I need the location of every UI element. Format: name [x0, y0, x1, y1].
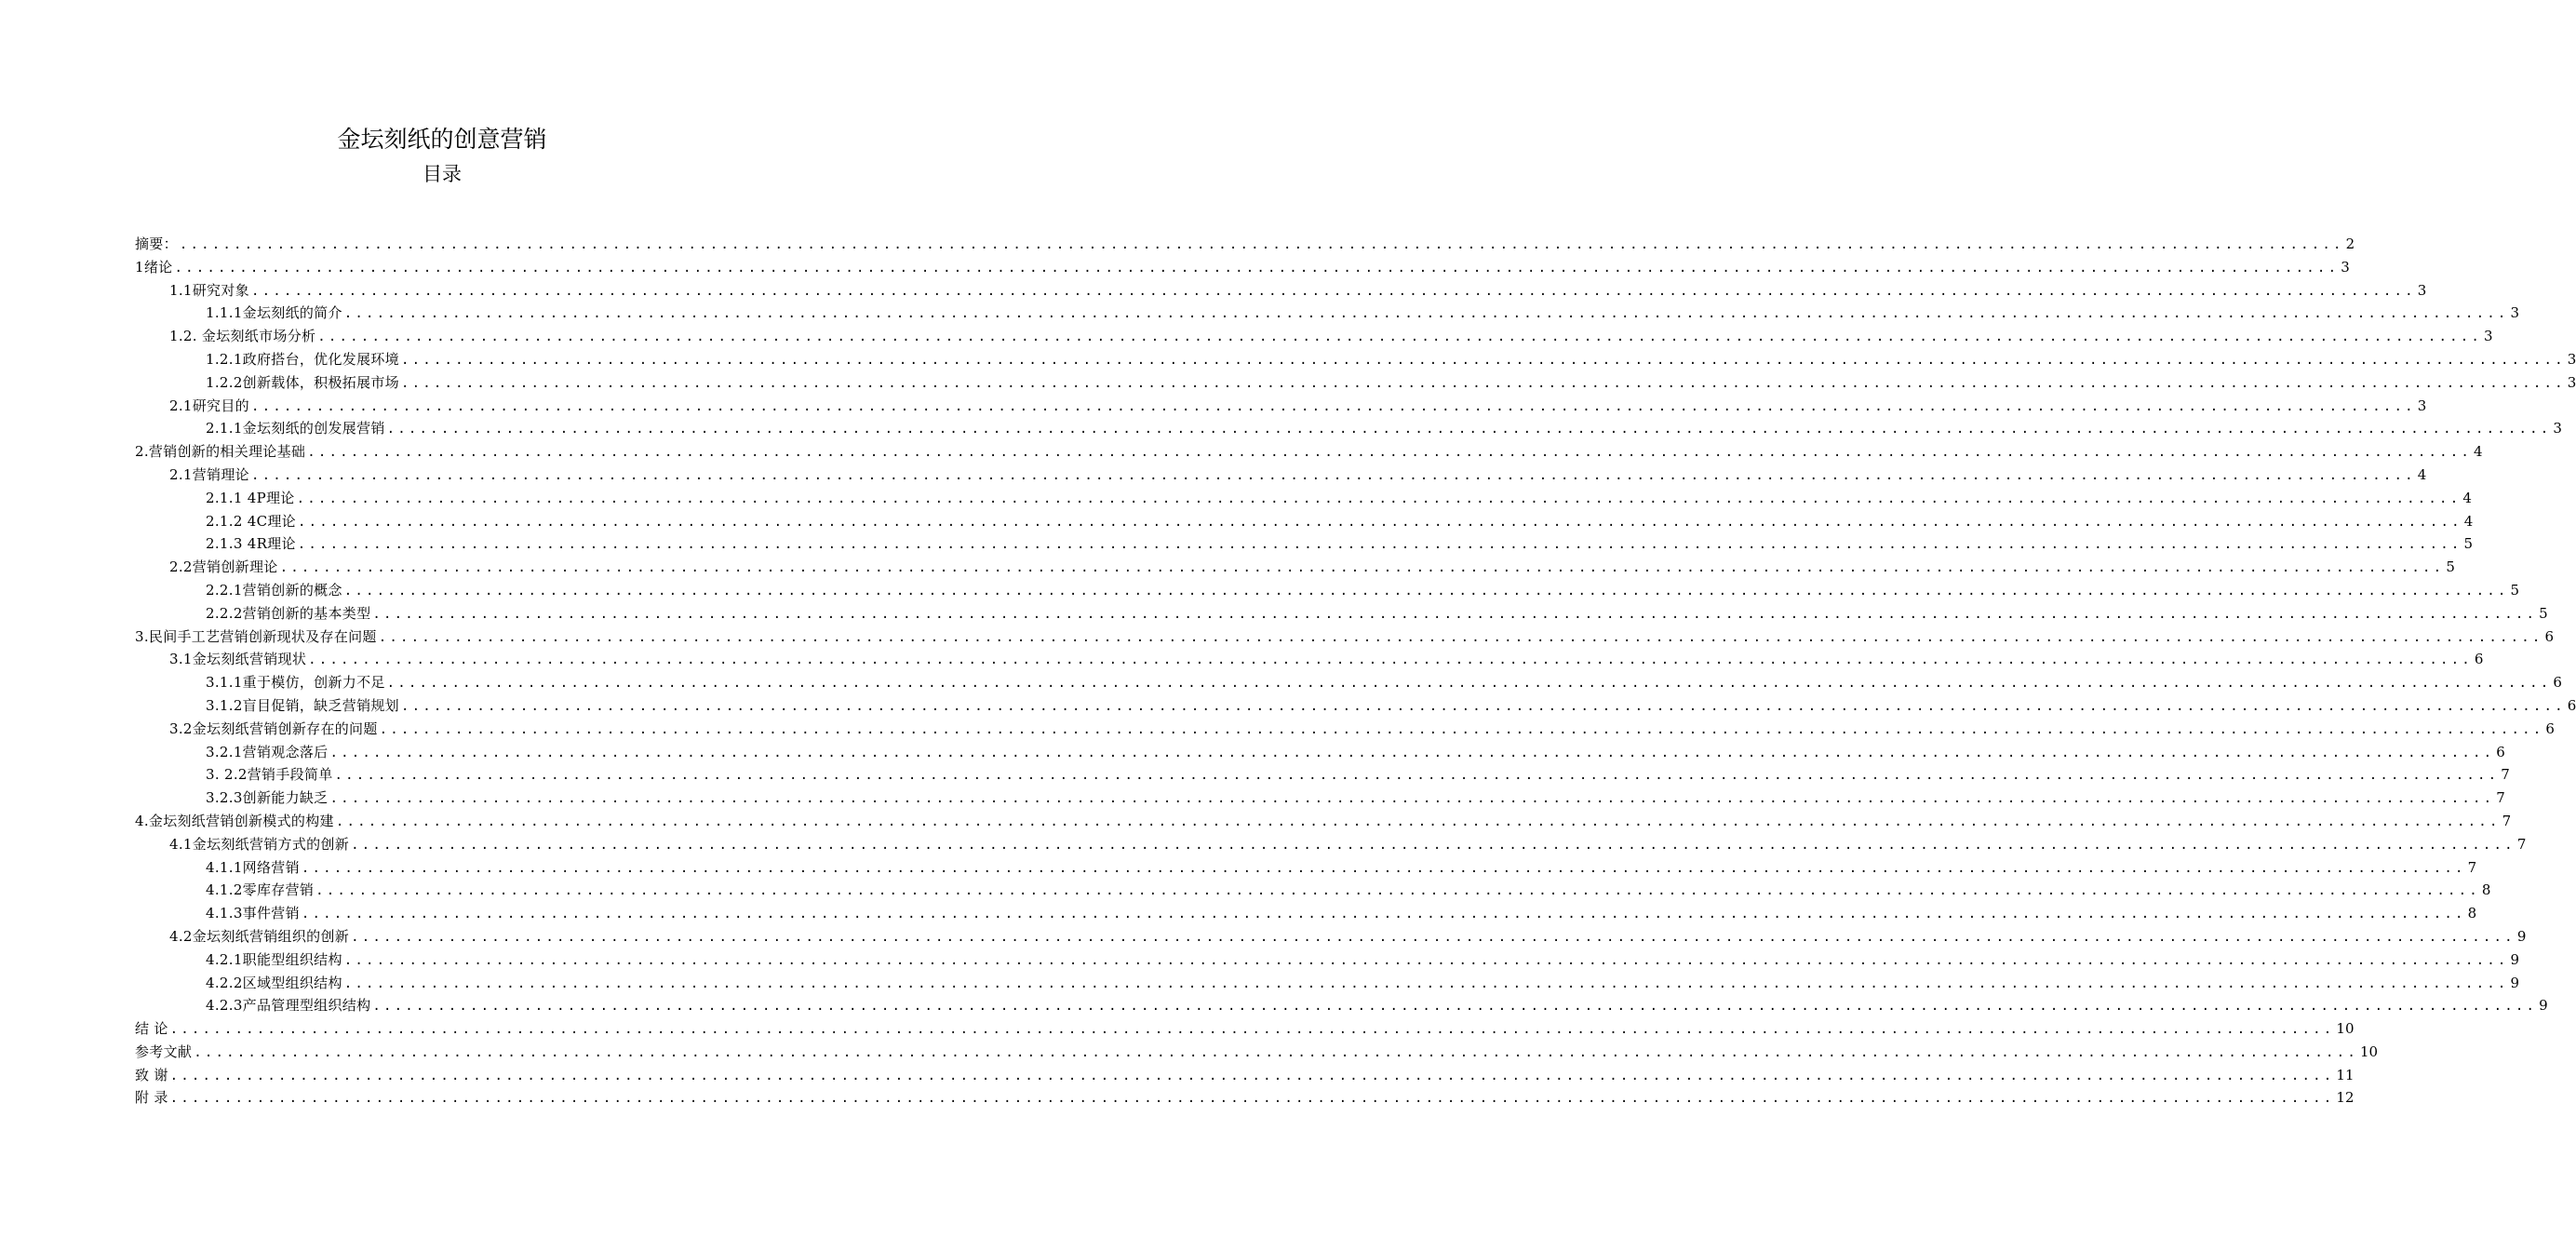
dot-leader: ........................................................................................................................................................................................................ — [301, 860, 2466, 876]
toc-entry[interactable] — [135, 579, 2520, 602]
toc-entry-page-number: 9 — [2510, 974, 2520, 991]
toc-entry[interactable] — [135, 302, 2520, 325]
toc-entry[interactable] — [135, 833, 2527, 856]
toc-entry-page-number: 3 — [2417, 397, 2427, 414]
toc-entry-page-number: 6 — [2544, 627, 2555, 645]
dot-leader: ........................................................................................................................................................................................................ — [307, 445, 2472, 461]
toc-entry-label: 2.营销创新的相关理论基础 — [135, 443, 306, 461]
toc-entry-page-number: 6 — [2567, 696, 2576, 714]
toc-entry-label: 4.1.2零库存营销 — [206, 881, 315, 899]
dot-leader: ........................................................................................................................................................................................................ — [308, 652, 2473, 668]
toc-entry-label: 3.1金坛刻纸营销现状 — [169, 651, 307, 668]
dot-leader: ........................................................................................................................................................................................................ — [351, 929, 2516, 945]
toc-entry-page-number: 4 — [2473, 443, 2483, 461]
toc-entry-page-number: 9 — [2510, 950, 2520, 968]
toc-entry[interactable] — [135, 787, 2505, 810]
toc-entry[interactable] — [135, 417, 2562, 440]
toc-entry-page-number: 8 — [2467, 905, 2477, 922]
toc-entry-page-number: 10 — [2336, 1020, 2355, 1038]
toc-entry[interactable] — [135, 602, 2548, 626]
toc-entry[interactable] — [135, 694, 2576, 718]
dot-leader: ........................................................................................................................................................................................................ — [335, 814, 2501, 829]
toc-entry-page-number: 4 — [2463, 512, 2474, 530]
dot-leader: ........................................................................................................................................................................................................ — [386, 422, 2552, 437]
toc-entry-label: 3.1.2盲目促销，缺乏营销规划 — [206, 696, 399, 714]
toc-entry-page-number: 12 — [2336, 1089, 2355, 1107]
toc-entry-page-number: 11 — [2336, 1066, 2355, 1083]
dot-leader: ........................................................................................................................................................................................................ — [378, 629, 2543, 645]
toc-entry[interactable] — [135, 487, 2472, 510]
dot-leader: ........................................................................................................................................................................................................ — [169, 1091, 2335, 1107]
toc-entry[interactable] — [135, 233, 2355, 256]
toc-entry-page-number: 7 — [2496, 789, 2505, 807]
toc-entry-label: 2.1.1金坛刻纸的创发展营销 — [206, 420, 385, 437]
toc-entry-label: 4.1金坛刻纸营销方式的创新 — [169, 835, 350, 853]
toc-entry-label: 2.1.1 4P理论 — [206, 489, 295, 506]
toc-entry-page-number: 7 — [2467, 858, 2477, 876]
toc-entry-page-number: 7 — [2501, 766, 2510, 784]
toc-entry-page-number: 9 — [2516, 927, 2527, 945]
toc-entry-label: 1.2.2创新载体，积极拓展市场 — [206, 373, 399, 391]
toc-entry[interactable] — [135, 626, 2555, 649]
toc-entry-page-number: 3 — [2567, 373, 2576, 391]
toc-entry-label: 结 论 — [135, 1020, 168, 1038]
toc-entry-page-number: 3 — [2510, 304, 2520, 322]
dot-leader: ........................................................................................................................................................................................................ — [315, 883, 2480, 899]
toc-entry[interactable] — [135, 325, 2493, 348]
dot-leader: ........................................................................................................................................................................................................ — [329, 791, 2495, 807]
toc-entry-label: 2.2营销创新理论 — [169, 558, 278, 576]
toc-entry-page-number: 8 — [2481, 881, 2491, 899]
toc-entry-label: 4.1.3事件营销 — [206, 905, 300, 922]
toc-entry-page-number: 5 — [2510, 581, 2520, 599]
toc-entry-label: 2.1.2 4C理论 — [206, 512, 296, 530]
toc-entry-label: 3.1.1重于模仿，创新力不足 — [206, 674, 385, 692]
toc-entry-label: 3.2.3创新能力缺乏 — [206, 789, 329, 807]
dot-leader: ........................................................................................................................................................................................................ — [296, 491, 2462, 506]
toc-entry-label: 附 录 — [135, 1089, 168, 1107]
toc-entry-page-number: 3 — [2553, 420, 2562, 437]
toc-entry[interactable] — [135, 671, 2562, 694]
dot-leader: ........................................................................................................................................................................................................ — [343, 952, 2509, 968]
toc-entry[interactable] — [135, 994, 2548, 1017]
dot-leader: ........................................................................................................................................................................................................ — [400, 698, 2566, 714]
dot-leader: ........................................................................................................................................................................................................ — [372, 999, 2538, 1015]
dot-leader: ........................................................................................................................................................................................................ — [174, 260, 2340, 276]
toc-entry-page-number: 4 — [2417, 465, 2427, 483]
dot-leader: ........................................................................................................................................................................................................ — [343, 583, 2509, 599]
toc-entry[interactable] — [135, 648, 2484, 671]
dot-leader: ........................................................................................................................................................................................................ — [400, 375, 2566, 391]
toc-entry-page-number: 5 — [2446, 558, 2455, 576]
toc-entry-label: 3.民间手工艺营销创新现状及存在问题 — [135, 627, 377, 645]
toc-entry-page-number: 4 — [2462, 489, 2472, 506]
toc-entry-label: 4.2.1职能型组织结构 — [206, 950, 342, 968]
dot-leader: ........................................................................................................................................................................................................ — [250, 467, 2416, 483]
toc-entry-label: 2.2.1营销创新的概念 — [206, 581, 342, 599]
toc-entry-page-number: 3 — [2417, 281, 2427, 299]
toc-entry-page-number: 9 — [2539, 997, 2548, 1015]
dot-leader: ........................................................................................................................................................................................................ — [343, 306, 2509, 322]
toc-entry-label: 3. 2.2营销手段简单 — [206, 766, 333, 784]
dot-leader: ........................................................................................................................................................................................................ — [400, 352, 2566, 368]
dot-leader: ........................................................................................................................................................................................................ — [301, 907, 2466, 922]
toc-entry-label: 参考文献 — [135, 1042, 193, 1060]
toc-entry-label: 4.2.2区域型组织结构 — [206, 974, 342, 991]
toc-entry-page-number: 5 — [2463, 535, 2474, 553]
toc-entry-page-number: 3 — [2567, 350, 2576, 368]
toc-entry[interactable] — [135, 718, 2555, 741]
toc-entry[interactable] — [135, 371, 2576, 395]
dot-leader: ........................................................................................................................................................................................................ — [386, 676, 2552, 692]
toc-entry-label: 1.2.1政府搭台，优化发展环境 — [206, 350, 399, 368]
toc-entry-label: 1.1研究对象 — [169, 281, 249, 299]
dot-leader: ........................................................................................................................................................................................................ — [169, 1068, 2335, 1083]
toc-entry[interactable] — [135, 879, 2491, 902]
toc-entry[interactable] — [135, 510, 2474, 533]
toc-entry[interactable] — [135, 440, 2483, 464]
toc-entry[interactable] — [135, 1064, 2355, 1087]
toc-entry-label: 3.2.1营销观念落后 — [206, 743, 329, 760]
toc-entry[interactable] — [135, 279, 2427, 303]
dot-leader: ........................................................................................................................................................................................................ — [343, 975, 2509, 991]
toc-entry-label: 3.2金坛刻纸营销创新存在的问题 — [169, 720, 378, 737]
toc-entry[interactable] — [135, 395, 2427, 418]
toc-entry[interactable] — [135, 1041, 2379, 1064]
toc-entry[interactable] — [135, 532, 2474, 556]
toc-entry-label: 1.1.1金坛刻纸的简介 — [206, 304, 342, 322]
toc-entry-page-number: 10 — [2359, 1042, 2379, 1060]
table-of-contents — [135, 233, 2576, 1110]
toc-entry-label: 2.1研究目的 — [169, 397, 249, 414]
toc-entry-page-number: 7 — [2516, 835, 2527, 853]
toc-entry-label: 4.1.1网络营销 — [206, 858, 300, 876]
toc-entry-label: 致 谢 — [135, 1066, 168, 1083]
dot-leader: ........................................................................................................................................................................................................ — [250, 398, 2416, 414]
toc-entry[interactable] — [135, 925, 2527, 948]
dot-leader: ........................................................................................................................................................................................................ — [334, 768, 2500, 784]
dot-leader: ........................................................................................................................................................................................................ — [379, 721, 2544, 737]
toc-entry-page-number: 5 — [2539, 604, 2548, 622]
toc-entry-label: 2.1营销理论 — [169, 465, 249, 483]
toc-entry-page-number: 7 — [2502, 812, 2512, 829]
toc-entry[interactable] — [135, 256, 2350, 279]
toc-entry[interactable] — [135, 856, 2477, 880]
dot-leader: ........................................................................................................................................................................................................ — [179, 237, 2344, 252]
toc-entry-label: 1.2. 金坛刻纸市场分析 — [169, 328, 316, 345]
dot-leader: ........................................................................................................................................................................................................ — [250, 283, 2416, 299]
toc-entry[interactable] — [135, 810, 2512, 833]
toc-entry-label: 2.1.3 4R理论 — [206, 535, 296, 553]
dot-leader: ........................................................................................................................................................................................................ — [372, 606, 2538, 622]
dot-leader: ........................................................................................................................................................................................................ — [329, 745, 2495, 760]
dot-leader: ........................................................................................................................................................................................................ — [297, 514, 2462, 530]
toc-entry-label: 摘要： — [135, 235, 178, 252]
toc-entry-page-number: 6 — [2545, 720, 2555, 737]
dot-leader: ........................................................................................................................................................................................................ — [279, 560, 2445, 576]
toc-entry[interactable] — [135, 972, 2520, 995]
toc-heading: 目录 — [423, 163, 462, 185]
dot-leader: ........................................................................................................................................................................................................ — [317, 330, 2483, 345]
toc-entry-label: 4.2.3产品管理型组织结构 — [206, 997, 371, 1015]
toc-entry[interactable] — [135, 1017, 2355, 1041]
toc-entry[interactable] — [135, 464, 2427, 487]
toc-entry[interactable] — [135, 902, 2477, 925]
dot-leader: ........................................................................................................................................................................................................ — [297, 537, 2462, 553]
toc-entry-label: 1绪论 — [135, 258, 173, 276]
toc-entry[interactable] — [135, 948, 2520, 972]
document-title: 金坛刻纸的创意营销 — [337, 126, 547, 153]
toc-entry-page-number: 6 — [2553, 674, 2562, 692]
toc-entry-page-number: 3 — [2484, 328, 2493, 345]
toc-entry-page-number: 3 — [2341, 258, 2350, 276]
dot-leader: ........................................................................................................................................................................................................ — [169, 1022, 2335, 1038]
toc-entry[interactable] — [135, 1086, 2355, 1110]
toc-entry[interactable] — [135, 763, 2510, 787]
dot-leader: ........................................................................................................................................................................................................ — [351, 837, 2516, 853]
toc-entry-page-number: 6 — [2496, 743, 2505, 760]
toc-entry-label: 4.金坛刻纸营销创新模式的构建 — [135, 812, 334, 829]
toc-entry[interactable] — [135, 741, 2505, 764]
toc-entry[interactable] — [135, 348, 2576, 371]
toc-entry-label: 2.2.2营销创新的基本类型 — [206, 604, 371, 622]
toc-entry-label: 4.2金坛刻纸营销组织的创新 — [169, 927, 350, 945]
toc-entry-page-number: 6 — [2474, 651, 2484, 668]
toc-entry-page-number: 2 — [2345, 235, 2355, 252]
dot-leader: ........................................................................................................................................................................................................ — [194, 1044, 2358, 1060]
toc-entry[interactable] — [135, 556, 2455, 579]
